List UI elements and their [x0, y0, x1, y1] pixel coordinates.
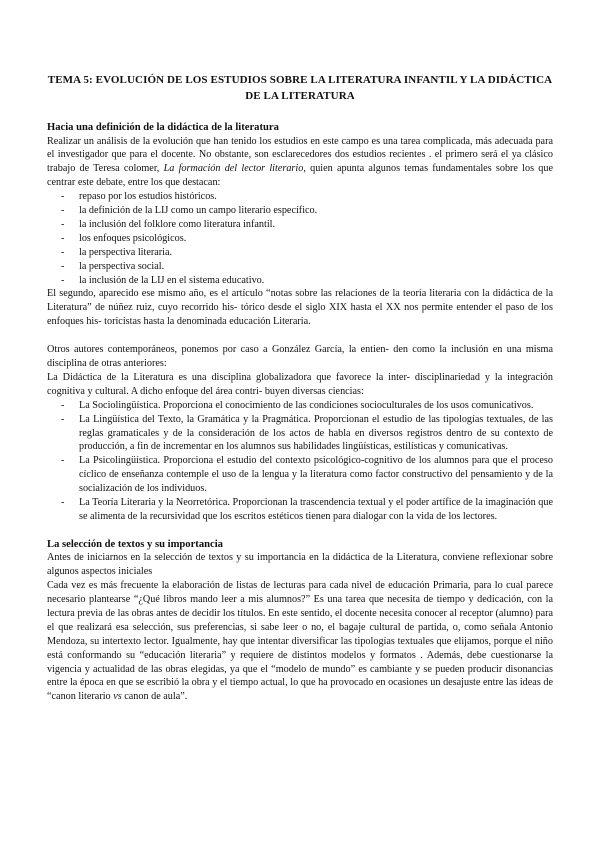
body-text-end: canon de aula”. — [121, 691, 188, 703]
section-text-selection — [47, 538, 553, 704]
sciences-list — [47, 399, 553, 524]
list-item: - la perspectiva literaria. — [47, 246, 553, 260]
book-title: La formación del lector literario — [163, 163, 304, 175]
list-item: - la perspectiva social. — [47, 260, 553, 274]
intro-paragraph — [47, 135, 553, 191]
list-item: - La Teoría Literaria y la Neorretórica. Proporcionan la trascendencia textual y el poder artífice de la imaginación que se alimenta de la recursividad que los escritos estéticos tienen para dialogar con la vida de los lectores. — [47, 496, 553, 524]
section-heading: Hacia una definición de la didáctica de la literatura — [47, 122, 279, 133]
document-title: TEMA 5: EVOLUCIÓN DE LOS ESTUDIOS SOBRE LA LITERATURA INFANTIL Y LA DIDÁCTICA DE LA LITERATURA — [47, 74, 553, 102]
list-item: - La Psicolingüística. Proporciona el estudio del contexto psicológico-cognitivo de los alumnos para que el proceso cíclico de enseñanza contemple el uso de la lengua y la literatura como factor constructivo del pensamiento y de la socialización de los individuos. — [47, 454, 553, 496]
section-gap — [47, 524, 553, 538]
intro-text-end: , quien apunta algunos temas fundamentales sobre los que centrar este debate, entre los que destacan: — [47, 163, 554, 189]
list-item: - La Lingüística del Texto, la Gramática y la Pragmática. Proporcionan el estudio de las tipologías textuales, de las reglas gramaticales y de la consideración de los actos de habla en diversos registros dentro de su contexto de producción, a fin de incrementar en los alumnos sus habilidades lingüísticas, estilísticas y comunicativas. — [47, 413, 553, 455]
intro-text: Realizar un análisis de la evolución que han tenido los estudios en este campo es una tarea complicada, más adecuada para el investigador que para el docente. No obstante, son esclarecedores dos estudios recientes . el primero será el ya clásico trabajo de Teresa colomer, — [47, 135, 553, 175]
list-item: - los enfoques psicológicos. — [47, 232, 553, 246]
list-item: - la inclusión de la LIJ en el sistema educativo. — [47, 274, 553, 288]
selection-intro-paragraph: Antes de iniciarnos en la selección de textos y su importancia en la didáctica de la Literatura, conviene reflexionar sobre algunos aspectos iniciales — [47, 552, 553, 578]
versus-term: vs — [113, 691, 122, 703]
section-didactics-definition — [47, 121, 553, 524]
list-item: - La Sociolingüística. Proporciona el conocimiento de las condiciones socioculturales de los usos comunicativos. — [47, 399, 553, 413]
list-item: - repaso por los estudios históricos. — [47, 190, 553, 204]
body-text: Cada vez es más frecuente la elaboración de listas de lecturas para cada nivel de educación Primaria, para lo cual parece necesario plantearse “¿Qué libros mando leer a mis alumnos?” Es una tarea que necesita de tiempo y dedicación, con la lectura previa de las obras antes de decidir los títulos. En este sentido, el docente necesita conocer al receptor (alumno) para el que realizará esa selección, sus preferencias, si sabe leer o no, el bagaje cultural de partida, o, como señala Antonio Mendoza, su intertexto lector. Igualmente, hay que intentar diversificar las tipologías textuales que elijamos, porque el niño está conformando su “educación literaria” y requiere de distintos modelos y formatos . Además, debe cuestionarse la vigencia y actualidad de las obras elegidas, ya que el “modelo de mundo” es cambiante y se pueden producir disonancias entre la época en que se escribió la obra y el tiempo actual, lo que ha provocado en ocasiones un desajuste entre las ideas de “canon literario — [47, 580, 553, 703]
list-item: - la definición de la LIJ como un campo literario específico. — [47, 204, 553, 218]
other-authors-paragraph: Otros autores contemporáneos, ponemos por caso a González García, la entien- den como la inclusión en una misma disciplina de otras anteriores: — [47, 344, 553, 369]
paragraph-gap — [47, 329, 553, 343]
list-item: - la inclusión del folklore como literatura infantil. — [47, 218, 553, 232]
second-study-paragraph: El segundo, aparecido ese mismo año, es el artículo “notas sobre las relaciones de la teoría literaria con la didáctica de la Literatura” de núñez ruiz, cuyo recorrido his- tórico desde el siglo XIX hasta el XX nos permite entender el paso de los enfoques his- toricistas hasta la denominada educación Literaria. — [47, 288, 553, 328]
topics-list — [47, 190, 553, 287]
definition-paragraph: La Didáctica de la Literatura es una disciplina globalizadora que favorece la inter- disciplinariedad y la integración cognitiva y cultural. A dicho enfoque del área contri- buyen diversas ciencias: — [47, 371, 553, 397]
section-heading: La selección de textos y su importancia — [47, 538, 223, 550]
selection-body-paragraph — [47, 579, 553, 704]
